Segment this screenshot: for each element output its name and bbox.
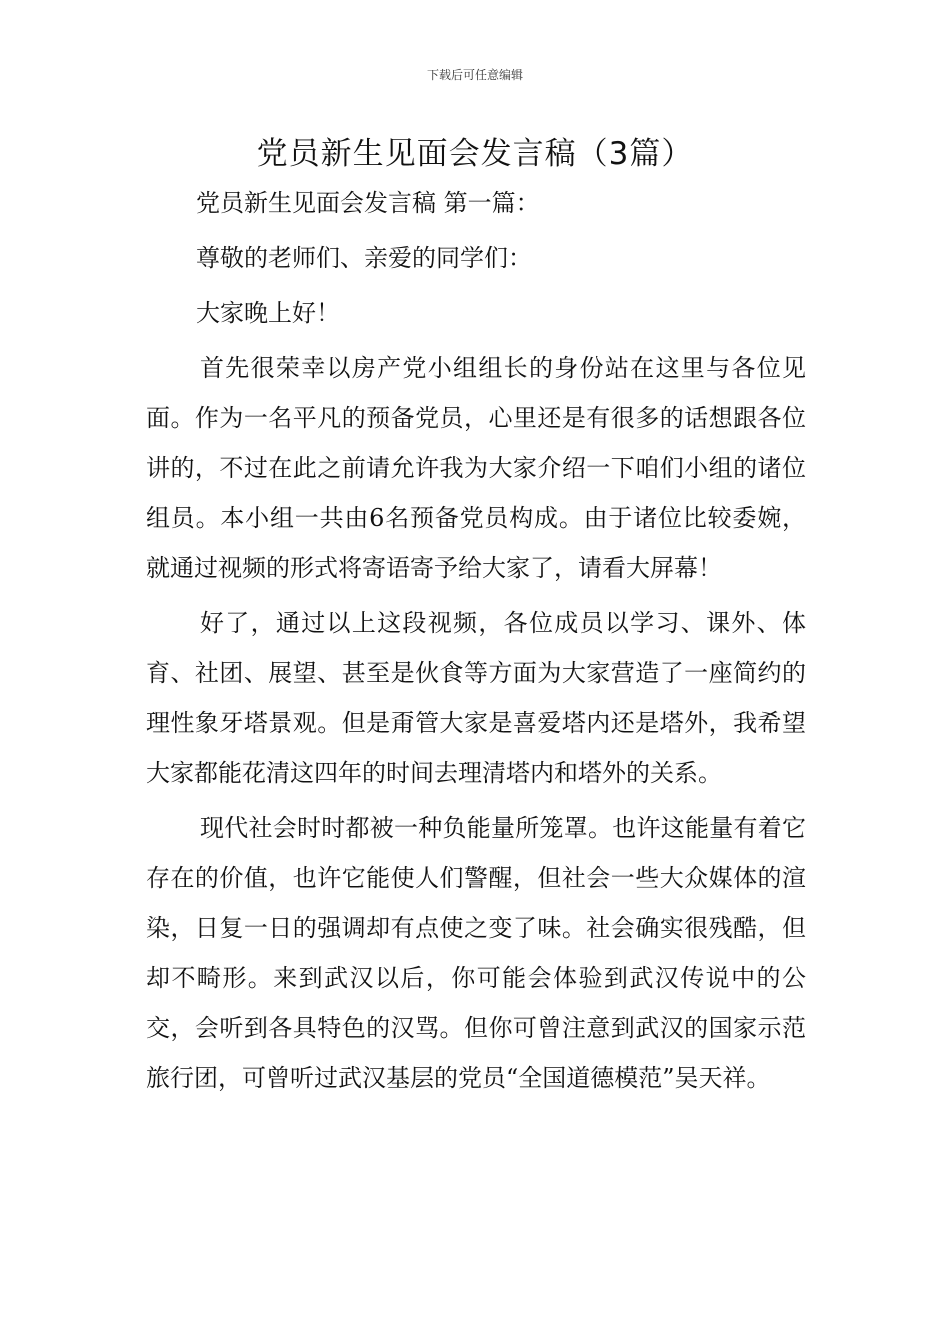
document-body [146, 178, 806, 1108]
header-note: 下载后可任意编辑 [426, 68, 523, 82]
document-title: 党员新生见面会发言稿（3篇） [256, 136, 694, 172]
paragraph-society: 现代社会时时都被一种负能量所笼罩。也许这能量有着它存在的价值，也许它能使人们警醒，但社会一些大众媒体的渲染，日复一日的强调却有点使之变了味。社会确实很残酷，但却不畸形。来到武汉以后，你可能会体验到武汉传说中的公交，会听到各具特色的汉骂。但你可曾注意到武汉的国家示范旅行团，可曾听过武汉基层的党员“全国道德模范”吴天祥。 [146, 814, 806, 1092]
greeting: 大家晚上好！ [196, 299, 340, 327]
paragraph-video: 好了，通过以上这段视频，各位成员以学习、课外、体育、社团、展望、甚至是伙食等方面为大家营造了一座简约的理性象牙塔景观。但是甭管大家是喜爱塔内还是塔外，我希望大家都能花清这四年的时间去理清塔内和塔外的关系。 [146, 609, 806, 787]
section-heading: 党员新生见面会发言稿 第一篇： [196, 189, 540, 217]
paragraph-intro: 首先很荣幸以房产党小组组长的身份站在这里与各位见面。作为一名平凡的预备党员，心里还是有很多的话想跟各位讲的，不过在此之前请允许我为大家介绍一下咱们小组的诸位组员。本小组一共由6名预备党员构成。由于诸位比较委婉，就通过视频的形式将寄语寄予给大家了，请看大屏幕！ [146, 354, 806, 582]
salutation: 尊敬的老师们、亲爱的同学们： [196, 244, 532, 272]
